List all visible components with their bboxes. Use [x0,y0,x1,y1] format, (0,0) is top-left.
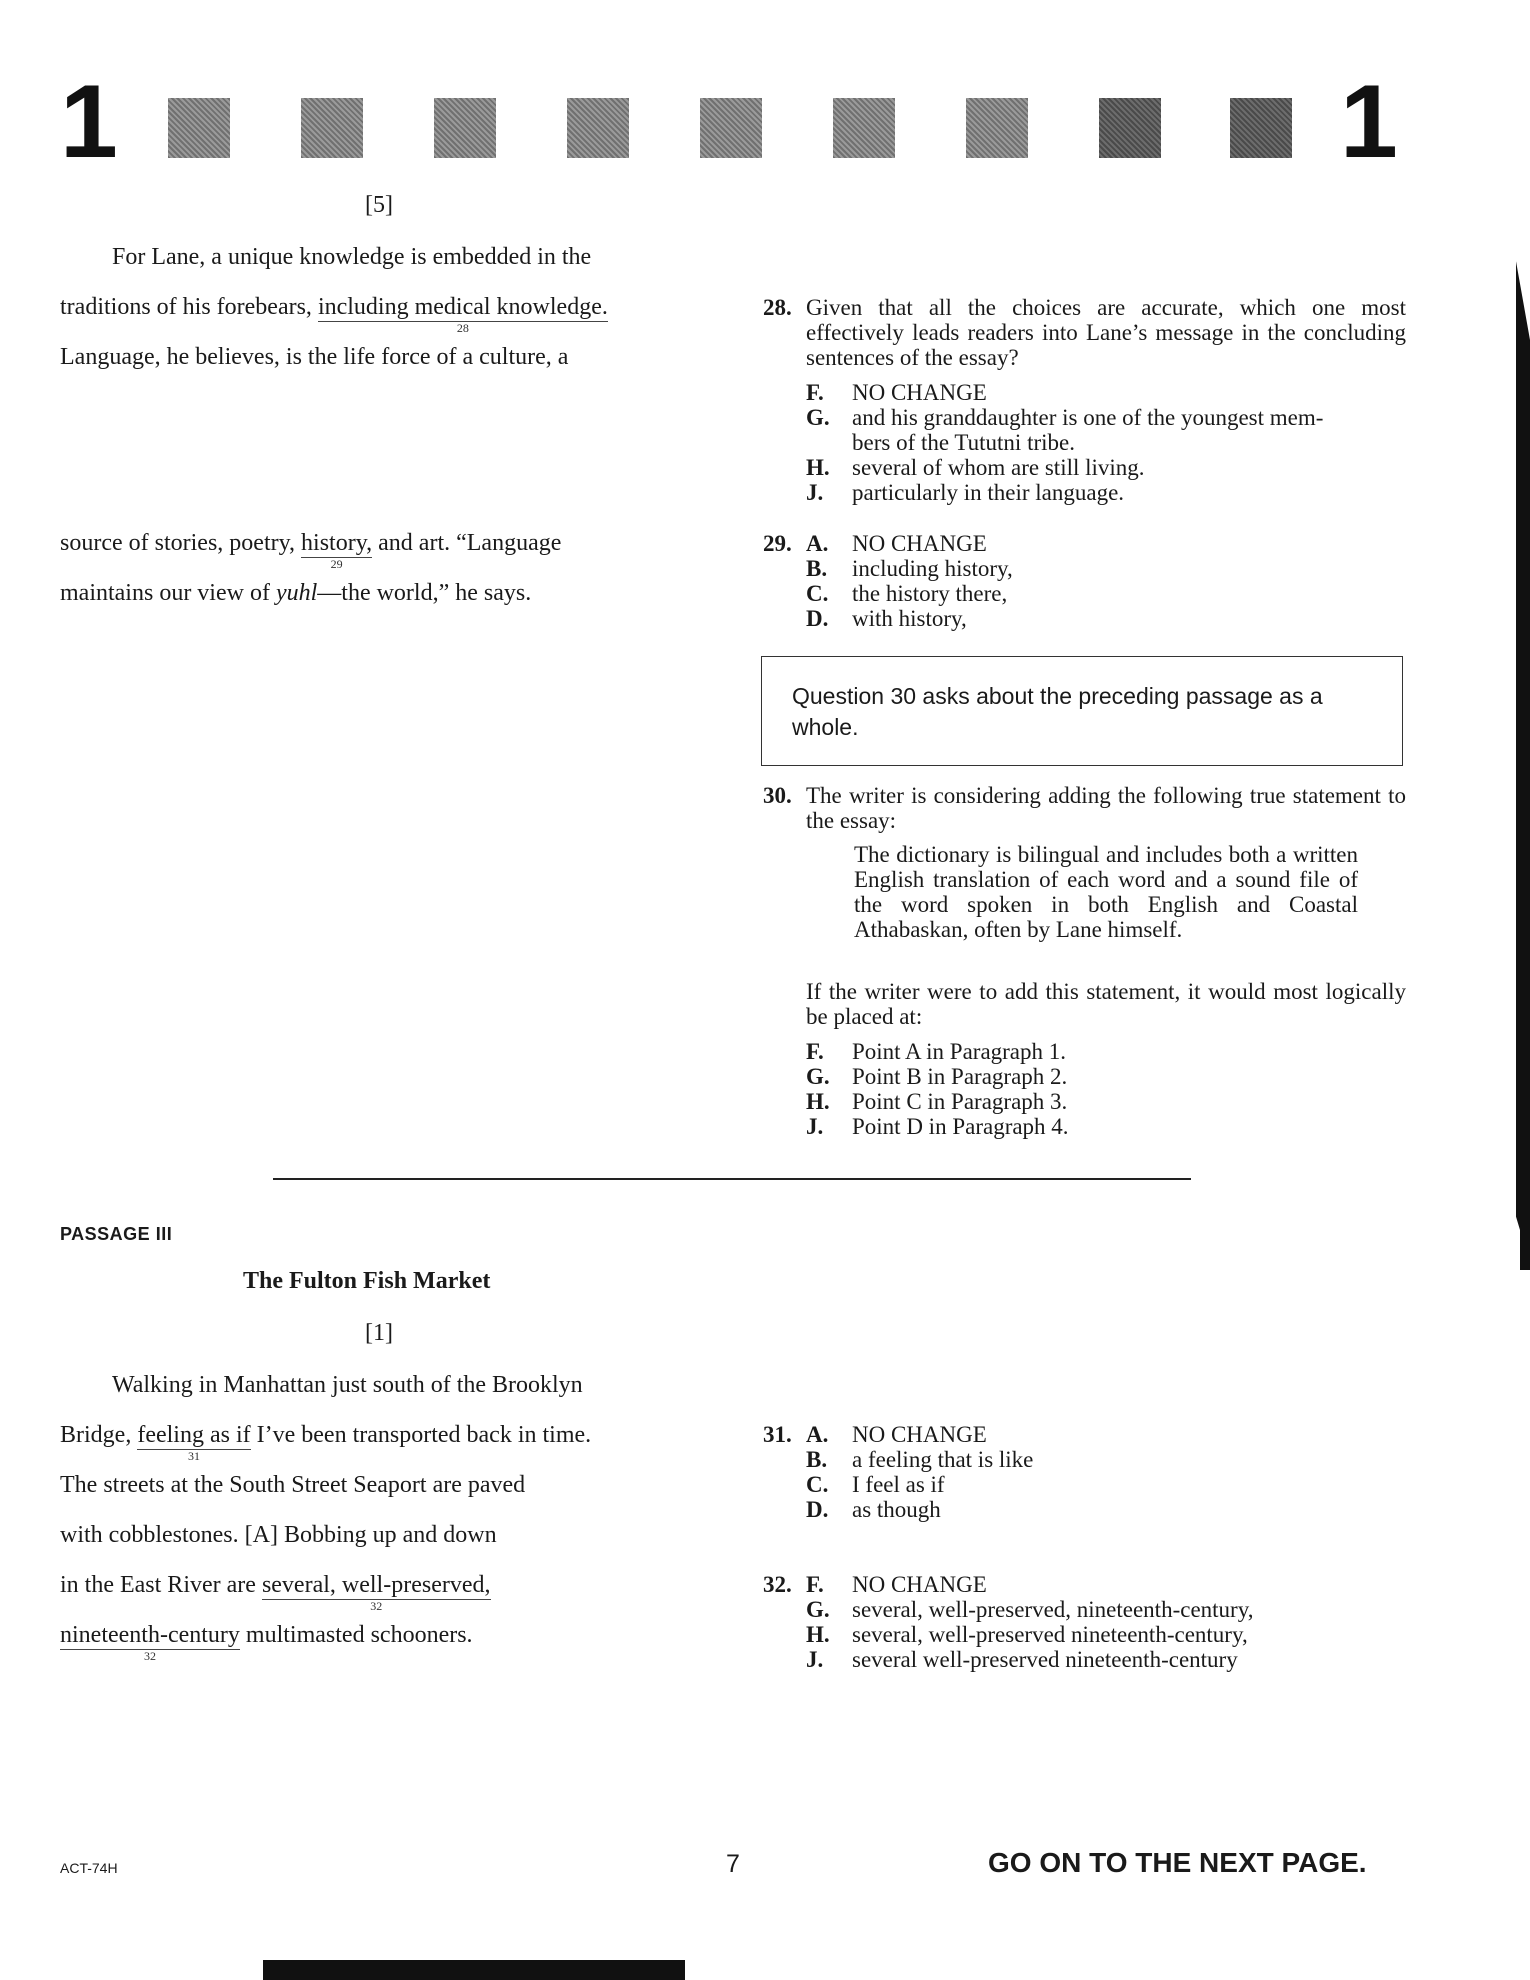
option-letter: A. [806,1422,829,1447]
passage-text: multimasted schooners. [239,1622,473,1648]
question-ref-number: 28 [456,321,469,335]
underlined-portion-32[interactable] [261,1571,491,1613]
passage-text: traditions of his forebears, [60,294,318,320]
passage-text: I’ve been transported back in time. [250,1422,592,1448]
passage-text: —the world,” he says. [317,580,532,606]
notice-text: Question 30 asks about the preceding passage as a whole. [792,683,1323,740]
question-options-31 [806,1422,1033,1522]
option-letter: H. [806,455,830,480]
option-text: as though [852,1497,941,1522]
passage-line: Walking in Manhattan just south of the Brooklyn [112,1372,583,1398]
option-text: the history there, [852,581,1008,606]
underlined-text: history, [301,530,373,556]
question-number-28: 28. [763,295,792,320]
option-letter: J. [806,480,824,505]
passage-text: and art. “Language [372,530,562,556]
option-letter: A. [806,531,829,556]
option-text: including history, [852,556,1013,581]
question-followup-30: If the writer were to add this statement, it would most logically be placed at: [806,979,1406,1029]
answer-option[interactable] [806,1572,1253,1597]
option-letter: G. [806,405,830,430]
option-text: Point D in Paragraph 4. [852,1114,1069,1139]
question-number-32: 32. [763,1572,792,1597]
option-letter: C. [806,581,829,606]
underlined-portion-31[interactable] [137,1421,251,1463]
header-block [700,98,762,158]
question-ref-number: 29 [330,557,343,571]
page-number: 7 [726,1850,740,1878]
quoted-statement: The dictionary is bilingual and includes both a written English translation of each word and a sound file of the word spoken in both English and Coastal Athabaskan, often by Lane himself. [854,842,1358,942]
passage-line [60,1570,491,1613]
paragraph-marker: [1] [365,1320,393,1346]
answer-option[interactable] [806,1622,1253,1647]
option-letter: J. [806,1114,824,1139]
underlined-text: feeling as if [137,1422,251,1448]
header-block [567,98,629,158]
passage-line [60,1620,473,1663]
answer-option[interactable] [806,1114,1069,1139]
option-letter: D. [806,1497,829,1522]
answer-option[interactable] [806,1447,1033,1472]
option-letter: C. [806,1472,829,1497]
passage-text: maintains our view of [60,580,276,606]
question-number-30: 30. [763,783,792,808]
option-text: NO CHANGE [852,531,987,556]
answer-option[interactable] [806,1647,1253,1672]
option-text: several, well-preserved, nineteenth-century, [852,1597,1254,1622]
option-letter: H. [806,1089,830,1114]
option-text: a feeling that is like [852,1447,1034,1472]
header-block [1230,98,1292,158]
scan-edge-mark [1512,250,1530,1270]
question-ref-number: 32 [143,1649,156,1663]
answer-option[interactable] [806,455,1323,480]
underlined-text: several, well-preserved, [261,1572,491,1598]
question-ref-number: 31 [187,1449,200,1463]
question-stem-28: Given that all the choices are accurate, which one most effectively leads readers into Lane’s message in the concluding sentences of the essay? [806,295,1406,370]
answer-option[interactable] [806,1472,1033,1497]
header-block [833,98,895,158]
passage-line [60,528,562,571]
question-number-29: 29. [763,531,792,556]
section-number-left: 1 [60,64,118,180]
answer-option[interactable] [806,1064,1069,1089]
option-text: NO CHANGE [852,380,987,405]
passage-line: Language, he believes, is the life force of a culture, a [60,344,569,370]
option-letter [806,430,852,455]
question-ref-number: 32 [370,1599,383,1613]
form-code: ACT-74H [60,1860,118,1876]
option-text: NO CHANGE [852,1422,987,1447]
answer-option[interactable] [806,581,1013,606]
answer-option[interactable] [806,1089,1069,1114]
answer-option[interactable] [806,1422,1033,1447]
passage-line [60,292,608,335]
underlined-text: nineteenth-century [60,1622,240,1648]
question-options-29 [806,531,1013,631]
passage-line [60,1420,592,1463]
passage-text: in the East River are [60,1572,262,1598]
option-text: and his granddaughter is one of the youngest mem- [852,405,1324,430]
option-letter: B. [806,556,828,581]
answer-option[interactable] [806,1597,1253,1622]
option-letter: F. [806,1572,824,1597]
answer-option[interactable] [806,380,1323,405]
option-text: several, well-preserved nineteenth-century, [852,1622,1248,1647]
question-stem-30: The writer is considering adding the following true statement to the essay: [806,783,1406,833]
header-block [1099,98,1161,158]
option-text: particularly in their language. [852,480,1125,505]
underlined-portion-32[interactable] [60,1621,240,1663]
answer-option[interactable] [806,531,1013,556]
question-options-28 [806,380,1323,505]
answer-option[interactable] [806,556,1013,581]
passage-text: Bridge, [60,1422,138,1448]
option-text: bers of the Tututni tribe. [852,430,1075,455]
passage-divider [273,1178,1191,1180]
option-letter: G. [806,1064,830,1089]
option-letter: D. [806,606,829,631]
option-text: Point B in Paragraph 2. [852,1064,1068,1089]
passage-label: PASSAGE III [60,1224,173,1244]
scan-bottom-mark [263,1960,685,1980]
passage-line [60,578,531,608]
header-block [168,98,230,158]
answer-option[interactable] [806,1497,1033,1522]
option-letter: J. [806,1647,824,1672]
answer-option[interactable] [806,405,1323,430]
underlined-portion-28[interactable] [317,293,608,335]
option-letter: H. [806,1622,830,1647]
header-block [966,98,1028,158]
option-text: with history, [852,606,967,631]
answer-option[interactable] [806,606,1013,631]
passage-text: source of stories, poetry, [60,530,302,556]
option-text: several of whom are still living. [852,455,1145,480]
option-text: I feel as if [852,1472,945,1497]
answer-option[interactable] [806,480,1323,505]
answer-option[interactable] [806,1039,1069,1064]
option-text: several well-preserved nineteenth-century [852,1647,1238,1672]
underlined-portion-29[interactable] [301,529,373,571]
question-options-32 [806,1572,1253,1672]
underlined-text: including medical knowledge. [317,294,608,320]
passage-line: with cobblestones. [A] Bobbing up and down [60,1522,497,1548]
passage-line: The streets at the South Street Seaport are paved [60,1472,526,1498]
answer-option-continuation [806,430,1323,455]
option-text: Point A in Paragraph 1. [852,1039,1067,1064]
notice-box [761,656,1403,766]
question-options-30 [806,1039,1069,1139]
passage-line: For Lane, a unique knowledge is embedded in the [112,244,592,270]
option-letter: G. [806,1597,830,1622]
header-block [434,98,496,158]
passage-title: The Fulton Fish Market [243,1268,491,1294]
option-letter: F. [806,380,824,405]
option-letter: F. [806,1039,824,1064]
question-number-31: 31. [763,1422,792,1447]
option-text: NO CHANGE [852,1572,987,1597]
header-block [301,98,363,158]
option-text: Point C in Paragraph 3. [852,1089,1068,1114]
italic-word: yuhl [275,580,318,606]
paragraph-marker: [5] [365,192,393,218]
next-page-notice: GO ON TO THE NEXT PAGE. [988,1847,1367,1878]
section-number-right: 1 [1340,64,1398,180]
option-letter: B. [806,1447,828,1472]
